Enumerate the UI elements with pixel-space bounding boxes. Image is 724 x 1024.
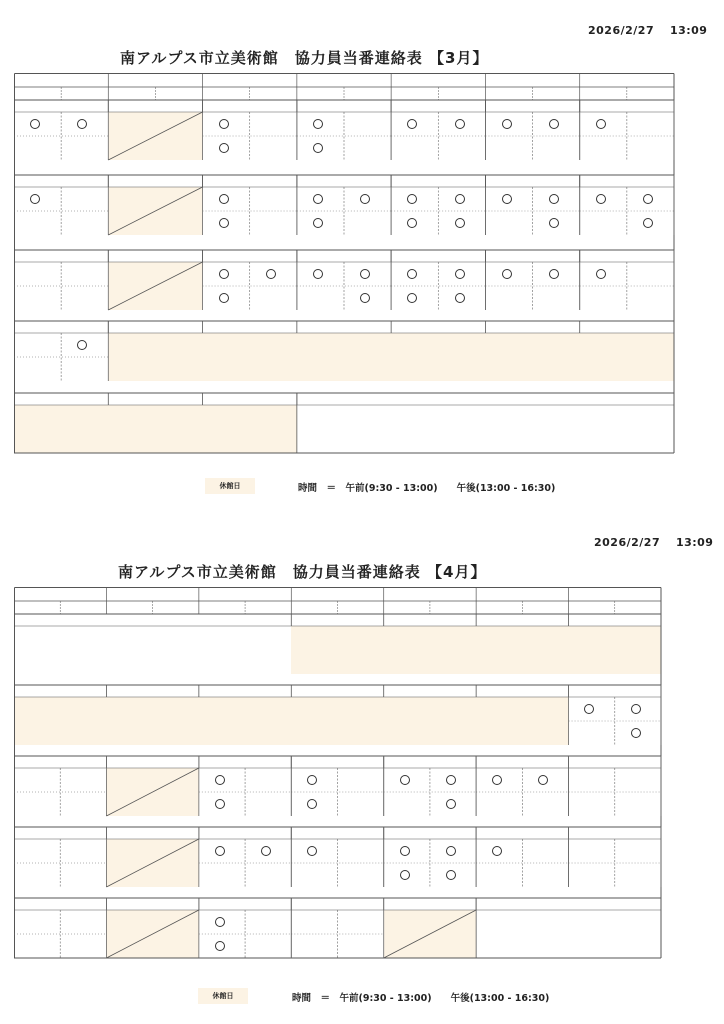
exhibit-change-closure-banner — [14, 697, 411, 745]
duty-circle-icon — [549, 194, 559, 204]
duty-circle-icon — [219, 218, 229, 228]
duty-calendar-march — [14, 73, 674, 468]
duty-circle-icon — [400, 775, 410, 785]
duty-circle-icon — [215, 775, 225, 785]
duty-circle-icon — [400, 846, 410, 856]
duty-circle-icon — [643, 194, 653, 204]
duty-circle-icon — [549, 119, 559, 129]
duty-circle-icon — [215, 917, 225, 927]
duty-circle-icon — [313, 143, 323, 153]
duty-circle-icon — [219, 269, 229, 279]
print-timestamp: 2026/2/27 13:09 — [588, 24, 708, 37]
duty-circle-icon — [631, 704, 641, 714]
duty-circle-icon — [455, 269, 465, 279]
duty-circle-icon — [446, 870, 456, 880]
calendar-grid-lines — [14, 73, 675, 454]
duty-circle-icon — [502, 194, 512, 204]
duty-circle-icon — [502, 269, 512, 279]
duty-circle-icon — [215, 799, 225, 809]
duty-circle-icon — [596, 119, 606, 129]
duty-circle-icon — [446, 799, 456, 809]
empty-cell — [477, 911, 660, 957]
duty-circle-icon — [502, 119, 512, 129]
duty-circle-icon — [455, 218, 465, 228]
duty-circle-icon — [549, 218, 559, 228]
duty-calendar-april — [14, 587, 661, 972]
legend-closed-swatch: 休館日 — [205, 478, 255, 494]
duty-circle-icon — [492, 775, 502, 785]
duty-circle-icon — [596, 194, 606, 204]
legend-hours: 時間 ＝ 午前(9:30 - 13:00) 午後(13:00 - 16:30) — [292, 993, 550, 1004]
duty-circle-icon — [492, 846, 502, 856]
duty-circle-icon — [446, 775, 456, 785]
duty-circle-icon — [313, 194, 323, 204]
duty-circle-icon — [455, 194, 465, 204]
duty-circle-icon — [215, 846, 225, 856]
print-timestamp: 2026/2/27 13:09 — [594, 536, 714, 549]
legend-closed-swatch: 休館日 — [198, 988, 248, 1004]
duty-circle-icon — [455, 119, 465, 129]
duty-circle-icon — [596, 269, 606, 279]
duty-circle-icon — [631, 728, 641, 738]
duty-circle-icon — [313, 119, 323, 129]
duty-circle-icon — [400, 870, 410, 880]
duty-circle-icon — [261, 846, 271, 856]
duty-circle-icon — [219, 119, 229, 129]
duty-circle-icon — [455, 293, 465, 303]
calendar-grid-lines — [14, 587, 662, 959]
duty-circle-icon — [549, 269, 559, 279]
duty-circle-icon — [219, 293, 229, 303]
legend-hours: 時間 ＝ 午前(9:30 - 13:00) 午後(13:00 - 16:30) — [298, 483, 556, 494]
duty-circle-icon — [643, 218, 653, 228]
calendar-title: 南アルプス市立美術館 協力員当番連絡表 【4月】 — [118, 563, 487, 581]
exhibit-change-closure-banner — [108, 333, 674, 381]
duty-circle-icon — [266, 269, 276, 279]
duty-circle-icon — [313, 218, 323, 228]
duty-circle-icon — [219, 143, 229, 153]
duty-circle-icon — [446, 846, 456, 856]
duty-circle-icon — [313, 269, 323, 279]
duty-circle-icon — [219, 194, 229, 204]
duty-circle-icon — [215, 941, 225, 951]
calendar-title: 南アルプス市立美術館 協力員当番連絡表 【3月】 — [120, 49, 489, 67]
